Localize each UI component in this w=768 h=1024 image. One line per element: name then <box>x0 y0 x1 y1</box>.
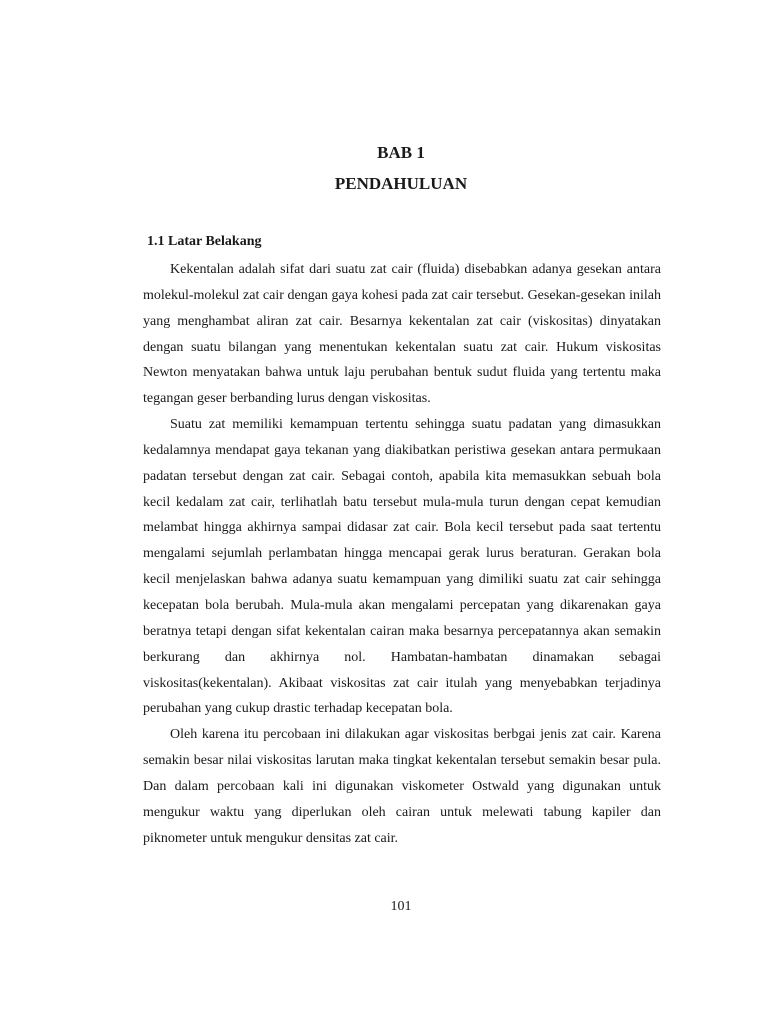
paragraph: Suatu zat memiliki kemampuan tertentu sehingga suatu padatan yang dimasukkan kedalamnya mendapat gaya tekanan yang diakibatkan peristiwa gesekan antara permukaan padatan tersebut dengan zat cair. Sebagai contoh, apabila kita memasukkan sebuah bola kecil kedalam zat cair, terlihatlah batu tersebut mula-mula turun dengan cepat kemudian melambat hingga akhirnya sampai didasar zat cair. Bola kecil tersebut pada saat tertentu mengalami sejumlah perlambatan hingga mencapai gerak lurus beraturan. Gerakan bola kecil menjelaskan bahwa adanya suatu kemampuan yang dimiliki suatu zat cair sehingga kecepatan bola berubah. Mula-mula akan mengalami percepatan yang dikarenakan gaya beratnya tetapi dengan sifat kekentalan cairan maka besarnya percepatannya akan semakin berkurang dan akhirnya nol. Hambatan-hambatan dinamakan sebagai viskositas(kekentalan). Akibaat viskositas zat cair itulah yang menyebabkan terjadinya perubahan yang cukup drastic terhadap kecepatan bola. <box>143 417 661 717</box>
body-text <box>143 257 661 851</box>
paragraph: Oleh karena itu percobaan ini dilakukan agar viskositas berbgai jenis zat cair. Karena semakin besar nilai viskositas larutan maka tingkat kekentalan tersebut semakin besar pula. Dan dalam percobaan kali ini digunakan viskometer Ostwald yang digunakan untuk mengukur waktu yang diperlukan oleh cairan untuk melewati tabung kapiler dan piknometer untuk mengukur densitas zat cair. <box>143 727 661 846</box>
page-number: 101 <box>390 899 412 914</box>
chapter-title: PENDAHULUAN <box>334 174 468 193</box>
section-heading: 1.1 Latar Belakang <box>147 234 262 249</box>
paragraph: Kekentalan adalah sifat dari suatu zat cair (fluida) disebabkan adanya gesekan antara molekul-molekul zat cair dengan gaya kohesi pada zat cair tersebut. Gesekan-gesekan inilah yang menghambat aliran zat cair. Besarnya kekentalan zat cair (viskositas) dinyatakan dengan suatu bilangan yang menentukan kekentalan suatu zat cair. Hukum viskositas Newton menyatakan bahwa untuk laju perubahan bentuk sudut fluida yang tertentu maka tegangan geser berbanding lurus dengan viskositas. <box>143 262 661 407</box>
chapter-number: BAB 1 <box>377 143 425 162</box>
